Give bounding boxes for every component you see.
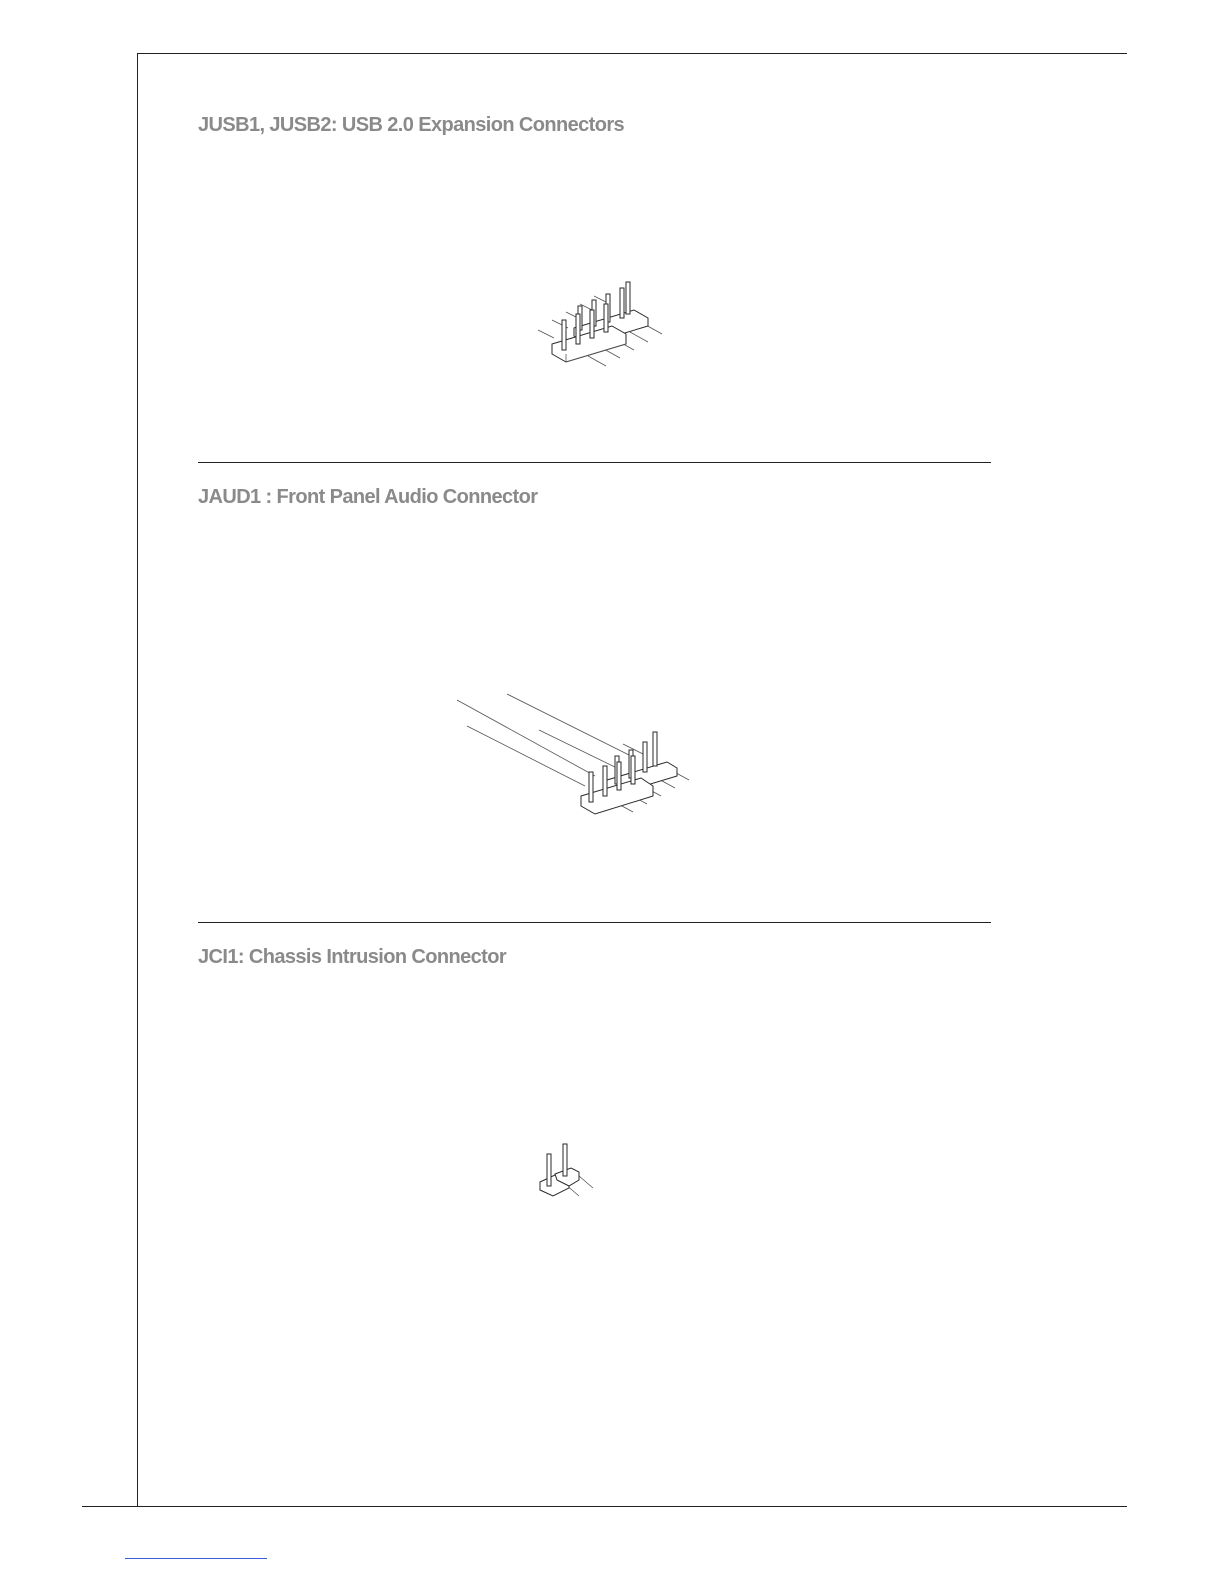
usb-section-title: JUSB1, JUSB2: USB 2.0 Expansion Connectors	[198, 114, 625, 136]
page-frame-bottom	[82, 1506, 1127, 1507]
audio-connector-diagram	[455, 690, 700, 825]
footer-link-underline[interactable]	[125, 1558, 267, 1559]
chassis-intrusion-section-title: JCI1: Chassis Intrusion Connector	[198, 946, 507, 968]
page-frame-left	[137, 53, 138, 1506]
page-frame-top	[137, 53, 1127, 54]
section-divider	[198, 922, 991, 923]
chassis-intrusion-connector-diagram	[535, 1140, 605, 1200]
section-divider	[198, 462, 991, 463]
audio-section-title: JAUD1 : Front Panel Audio Connector	[198, 486, 538, 508]
usb-connector-diagram	[530, 280, 670, 380]
